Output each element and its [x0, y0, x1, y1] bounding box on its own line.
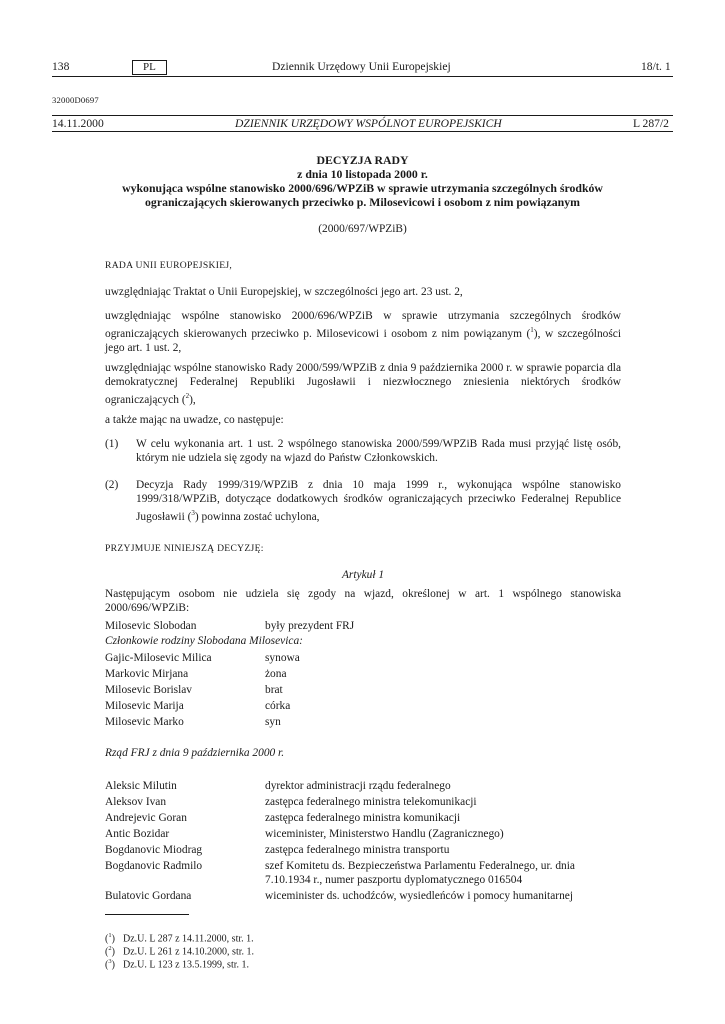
person-role: córka: [265, 700, 291, 712]
person-name: Milosevic Slobodan: [105, 620, 197, 632]
council-heading: RADA UNII EUROPEJSKIEJ,: [105, 260, 233, 271]
person-name: Gajic-Milosevic Milica: [105, 652, 212, 664]
footnote-2: ($^2$) Dz.U. L 261 z 14.10.2000, str. 1.: [105, 945, 255, 958]
list-item: [105, 811, 625, 827]
preamble-whereas: a także mając na uwadze, co następuje:: [105, 414, 284, 426]
person-role: zastępca federalnego ministra komunikacji: [265, 812, 461, 824]
list-item: [105, 667, 625, 683]
orig-journal-title: DZIENNIK URZĘDOWY WSPÓLNOT EUROPEJSKICH: [235, 117, 502, 130]
title-line-2: z dnia 10 listopada 2000 r.: [297, 167, 428, 181]
list-item: [105, 779, 625, 795]
adopts-heading: PRZYJMUJE NINIEJSZĄ DECYZJĘ:: [105, 543, 264, 554]
recital-2-text: Decyzja Rady 1999/319/WPZiB z dnia 10 maja 1999 r., wykonująca wspólne stanowisko 1999/318/WPZiB, dotyczące dodatkowych środków ograniczających przeciwko Federalnej Republice Jugosławii ($^3$) powinna zostać uchylona,: [136, 479, 621, 523]
person-name: Milosevic Marija: [105, 700, 184, 712]
footnote-ref-2: 2: [185, 392, 190, 400]
person-role: były prezydent FRJ: [265, 620, 355, 632]
list-item: [105, 795, 625, 811]
person-role: syn: [265, 716, 281, 728]
person-name: Aleksov Ivan: [105, 796, 167, 808]
person-role: szef Komitetu ds. Bezpieczeństwa Parlamentu Federalnego, ur. dnia 7.10.1934 r., numer paszportu dyplomatycznego 016504: [265, 860, 575, 886]
footnote-3: ($^3$) Dz.U. L 123 z 13.5.1999, str. 1.: [105, 958, 250, 971]
person-name: Bulatovic Gordana: [105, 890, 192, 902]
celex-code: 32000D0697: [52, 95, 99, 105]
person-name: Bogdanovic Radmilo: [105, 860, 203, 872]
list-item: [105, 889, 625, 905]
person-role: brat: [265, 684, 283, 696]
decision-title: [52, 153, 673, 209]
list-item: [105, 699, 625, 715]
journal-title: Dziennik Urzędowy Unii Europejskiej: [272, 60, 451, 73]
person-name: Milosevic Borislav: [105, 684, 193, 696]
orig-date: 14.11.2000: [52, 117, 104, 130]
list-item: [105, 619, 625, 635]
footnote-1: ($^1$) Dz.U. L 287 z 14.11.2000, str. 1.: [105, 932, 254, 945]
person-role: zastępca federalnego ministra telekomunikacji: [265, 796, 477, 808]
orig-page-ref: L 287/2: [633, 117, 669, 130]
person-name: Bogdanovic Miodrag: [105, 844, 203, 856]
person-role: synowa: [265, 652, 300, 664]
decision-reference: (2000/697/WPZiB): [318, 223, 407, 235]
government-heading: Rząd FRJ z dnia 9 października 2000 r.: [105, 747, 285, 759]
preamble-common-position: uwzględniając wspólne stanowisko 2000/696/WPZiB w sprawie utrzymania szczególnych środków ograniczających skierowanych przeciwko p. Milosevicowi i osobom z nim powiązanym ($^1$), w szczególności jego art. 1 ust. 2,: [105, 310, 621, 354]
list-item: [105, 859, 625, 889]
list-item: [105, 683, 625, 699]
person-role: wiceminister ds. uchodźców, wysiedleńców i pomocy humanitarnej: [265, 890, 573, 902]
preamble-treaty: uwzględniając Traktat o Unii Europejskiej, w szczególności jego art. 23 ust. 2,: [105, 286, 463, 298]
person-name: Milosevic Marko: [105, 716, 184, 728]
recital-1-number: (1): [105, 438, 119, 450]
person-name: Markovic Mirjana: [105, 668, 189, 680]
person-name: Andrejevic Goran: [105, 812, 187, 824]
orig-header-rule-top: [52, 115, 673, 116]
article-1-heading: Artykuł 1: [341, 569, 385, 581]
recital-1-text: W celu wykonania art. 1 ust. 2 wspólnego stanowiska 2000/599/WPZiB Rada musi przyjąć listę osób, którym nie udziela się zgody na wjazd do Państw Członkowskich.: [136, 438, 621, 464]
recital-2-number: (2): [105, 479, 119, 491]
person-name: Antic Bozidar: [105, 828, 170, 840]
family-heading: Członkowie rodziny Slobodana Milosevica:: [105, 635, 303, 647]
person-role: zastępca federalnego ministra transportu: [265, 844, 450, 856]
list-item: [105, 715, 625, 731]
orig-header-rule-bottom: [52, 131, 673, 132]
person-name: Aleksic Milutin: [105, 780, 177, 792]
footnote-ref-3: 3: [191, 509, 195, 517]
footnote-rule: [105, 914, 189, 915]
article-1-intro: Następującym osobom nie udziela się zgody na wjazd, określonej w art. 1 wspólnego stanowiska 2000/696/WPZiB:: [105, 588, 621, 614]
page-number: 138: [52, 60, 70, 73]
person-role: dyrektor administracji rządu federalnego: [265, 780, 451, 792]
list-item: [105, 843, 625, 859]
title-line-4: ograniczających skierowanych przeciwko p. Milosevicowi i osobom z nim powiązanym: [145, 195, 580, 209]
list-item: [105, 827, 625, 843]
volume-ref: 18/t. 1: [641, 60, 671, 73]
header-rule: [52, 76, 673, 77]
preamble-council-position: uwzględniając wspólne stanowisko Rady 2000/599/WPZiB z dnia 9 października 2000 r. w sprawie poparcia dla demokratycznej Federalnej Republiki Jugosławii i niezwłocznego zniesienia niektórych środków ograniczających ($^2$),: [105, 362, 621, 406]
list-item: [105, 651, 625, 667]
footnote-ref-1: 1: [530, 326, 534, 334]
person-role: żona: [265, 668, 287, 680]
title-line-3: wykonująca wspólne stanowisko 2000/696/WPZiB w sprawie utrzymania szczególnych środków: [122, 181, 603, 195]
person-role: wiceminister, Ministerstwo Handlu (Zagranicznego): [265, 828, 504, 840]
title-line-1: DECYZJA RADY: [316, 153, 409, 167]
language-badge: PL: [132, 60, 167, 75]
